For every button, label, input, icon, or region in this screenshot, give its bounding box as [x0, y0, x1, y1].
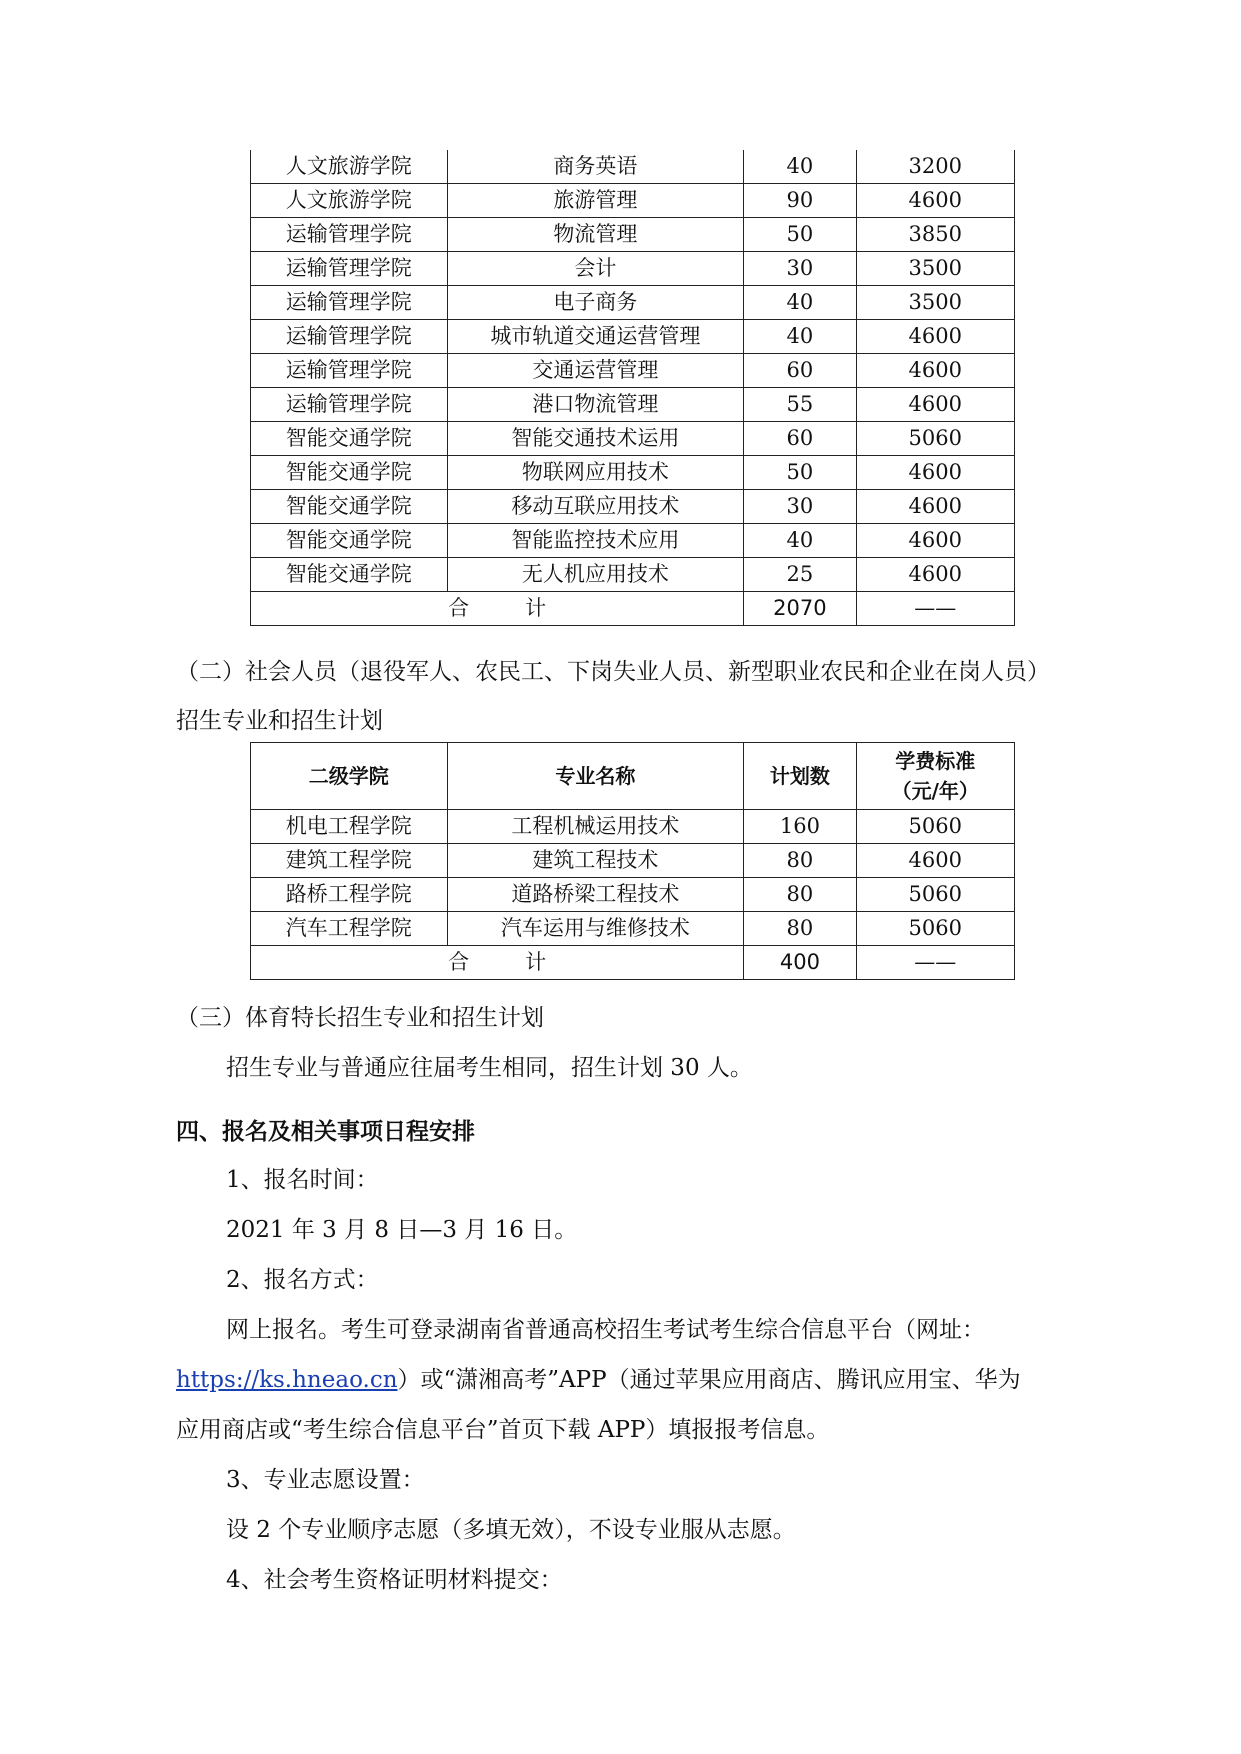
cell-major: 城市轨道交通运营管理: [447, 320, 744, 354]
cell-plan-count: 80: [744, 878, 856, 912]
table-row: [251, 558, 1015, 592]
cell-college: 运输管理学院: [251, 354, 448, 388]
table-row: [251, 490, 1015, 524]
cell-major: 建筑工程技术: [447, 844, 744, 878]
cell-major: 道路桥梁工程技术: [447, 878, 744, 912]
cell-tuition: 5060: [856, 878, 1014, 912]
table-row: [251, 184, 1015, 218]
cell-major: 商务英语: [447, 150, 744, 184]
item-2-title: 2、报名方式：: [226, 1267, 379, 1293]
cell-major: 物流管理: [447, 218, 744, 252]
cell-plan-count: 60: [744, 354, 856, 388]
section-3-body: 招生专业与普通应往届考生相同，招生计划 30 人。: [226, 1055, 753, 1081]
table-row: [251, 218, 1015, 252]
cell-tuition: 4600: [856, 844, 1014, 878]
table-row: [251, 912, 1015, 946]
total-label: 合计: [251, 592, 744, 626]
cell-tuition: 3850: [856, 218, 1014, 252]
cell-college: 智能交通学院: [251, 456, 448, 490]
cell-college: 智能交通学院: [251, 422, 448, 456]
total-label: 合计: [251, 946, 744, 980]
cell-tuition: 4600: [856, 524, 1014, 558]
cell-tuition: 4600: [856, 490, 1014, 524]
cell-tuition: 5060: [856, 912, 1014, 946]
cell-college: 运输管理学院: [251, 252, 448, 286]
cell-major: 汽车运用与维修技术: [447, 912, 744, 946]
header-tuition-line1: 学费标准: [895, 749, 976, 773]
table-row: [251, 810, 1015, 844]
cell-college: 人文旅游学院: [251, 150, 448, 184]
cell-tuition: 4600: [856, 320, 1014, 354]
cell-plan-count: 50: [744, 218, 856, 252]
table-row: [251, 422, 1015, 456]
cell-major: 会计: [447, 252, 744, 286]
cell-tuition: 5060: [856, 810, 1014, 844]
item-3-body: 设 2 个专业顺序志愿（多填无效），不设专业服从志愿。: [226, 1517, 796, 1543]
cell-plan-count: 80: [744, 844, 856, 878]
table-total-row: [251, 592, 1015, 626]
cell-plan-count: 90: [744, 184, 856, 218]
cell-college: 智能交通学院: [251, 490, 448, 524]
cell-college: 运输管理学院: [251, 218, 448, 252]
table-row: [251, 844, 1015, 878]
cell-major: 港口物流管理: [447, 388, 744, 422]
cell-plan-count: 40: [744, 320, 856, 354]
table-row: [251, 286, 1015, 320]
cell-major: 移动互联应用技术: [447, 490, 744, 524]
cell-major: 智能监控技术应用: [447, 524, 744, 558]
cell-college: 机电工程学院: [251, 810, 448, 844]
cell-tuition: 3500: [856, 252, 1014, 286]
total-fee: ——: [856, 946, 1014, 980]
cell-tuition: 4600: [856, 184, 1014, 218]
cell-college: 智能交通学院: [251, 524, 448, 558]
cell-tuition: 3500: [856, 286, 1014, 320]
section-4-heading: 四、报名及相关事项日程安排: [176, 1119, 475, 1145]
cell-plan-count: 50: [744, 456, 856, 490]
table-row: [251, 150, 1015, 184]
header-tuition-line2: （元/年）: [891, 779, 979, 803]
cell-tuition: 4600: [856, 456, 1014, 490]
item-2-line2: [176, 1363, 1021, 1397]
cell-major: 交通运营管理: [447, 354, 744, 388]
cell-college: 运输管理学院: [251, 286, 448, 320]
cell-college: 运输管理学院: [251, 388, 448, 422]
table-row: [251, 354, 1015, 388]
cell-major: 智能交通技术运用: [447, 422, 744, 456]
cell-plan-count: 25: [744, 558, 856, 592]
item-3-title: 3、专业志愿设置：: [226, 1467, 425, 1493]
cell-major: 电子商务: [447, 286, 744, 320]
section-2-title-line1: （二）社会人员（退役军人、农民工、下岗失业人员、新型职业农民和企业在岗人员）: [176, 659, 1050, 685]
total-count: 400: [744, 946, 856, 980]
cell-plan-count: 40: [744, 286, 856, 320]
cell-major: 无人机应用技术: [447, 558, 744, 592]
item-1-title: 1、报名时间：: [226, 1167, 379, 1193]
cell-college: 建筑工程学院: [251, 844, 448, 878]
cell-tuition: 4600: [856, 388, 1014, 422]
table-total-row: [251, 946, 1015, 980]
table-header-row: [251, 743, 1015, 810]
cell-plan-count: 40: [744, 524, 856, 558]
cell-plan-count: 55: [744, 388, 856, 422]
item-2-line2-text: ）或“潇湘高考”APP（通过苹果应用商店、腾讯应用宝、华为: [397, 1367, 1021, 1393]
enrollment-table-social: [250, 742, 1015, 980]
header-college: 二级学院: [251, 743, 448, 810]
cell-tuition: 4600: [856, 354, 1014, 388]
cell-plan-count: 40: [744, 150, 856, 184]
header-plan-count: 计划数: [744, 743, 856, 810]
table-row: [251, 320, 1015, 354]
cell-tuition: 5060: [856, 422, 1014, 456]
table-row: [251, 878, 1015, 912]
cell-plan-count: 30: [744, 252, 856, 286]
cell-tuition: 4600: [856, 558, 1014, 592]
item-2-line1: 网上报名。考生可登录湖南省普通高校招生考试考生综合信息平台（网址：: [226, 1317, 985, 1343]
item-1-body: 2021 年 3 月 8 日—3 月 16 日。: [226, 1217, 578, 1243]
item-4-title: 4、社会考生资格证明材料提交：: [226, 1567, 563, 1593]
cell-college: 汽车工程学院: [251, 912, 448, 946]
section-3-title: （三）体育特长招生专业和招生计划: [176, 1005, 544, 1031]
header-major: 专业名称: [447, 743, 744, 810]
cell-major: 物联网应用技术: [447, 456, 744, 490]
cell-major: 工程机械运用技术: [447, 810, 744, 844]
table-row: [251, 252, 1015, 286]
cell-major: 旅游管理: [447, 184, 744, 218]
section-2-title-line2: 招生专业和招生计划: [176, 708, 383, 734]
total-fee: ——: [856, 592, 1014, 626]
cell-college: 智能交通学院: [251, 558, 448, 592]
platform-link[interactable]: https://ks.hneao.cn: [176, 1367, 398, 1393]
cell-plan-count: 80: [744, 912, 856, 946]
cell-college: 路桥工程学院: [251, 878, 448, 912]
item-2-line3: 应用商店或“考生综合信息平台”首页下载 APP）填报报考信息。: [176, 1417, 830, 1443]
cell-plan-count: 160: [744, 810, 856, 844]
table-row: [251, 388, 1015, 422]
cell-college: 运输管理学院: [251, 320, 448, 354]
table-row: [251, 524, 1015, 558]
cell-tuition: 3200: [856, 150, 1014, 184]
table-row: [251, 456, 1015, 490]
header-tuition: [856, 743, 1014, 810]
cell-college: 人文旅游学院: [251, 184, 448, 218]
enrollment-table-general: [250, 150, 1015, 626]
cell-plan-count: 60: [744, 422, 856, 456]
total-count: 2070: [744, 592, 856, 626]
cell-plan-count: 30: [744, 490, 856, 524]
